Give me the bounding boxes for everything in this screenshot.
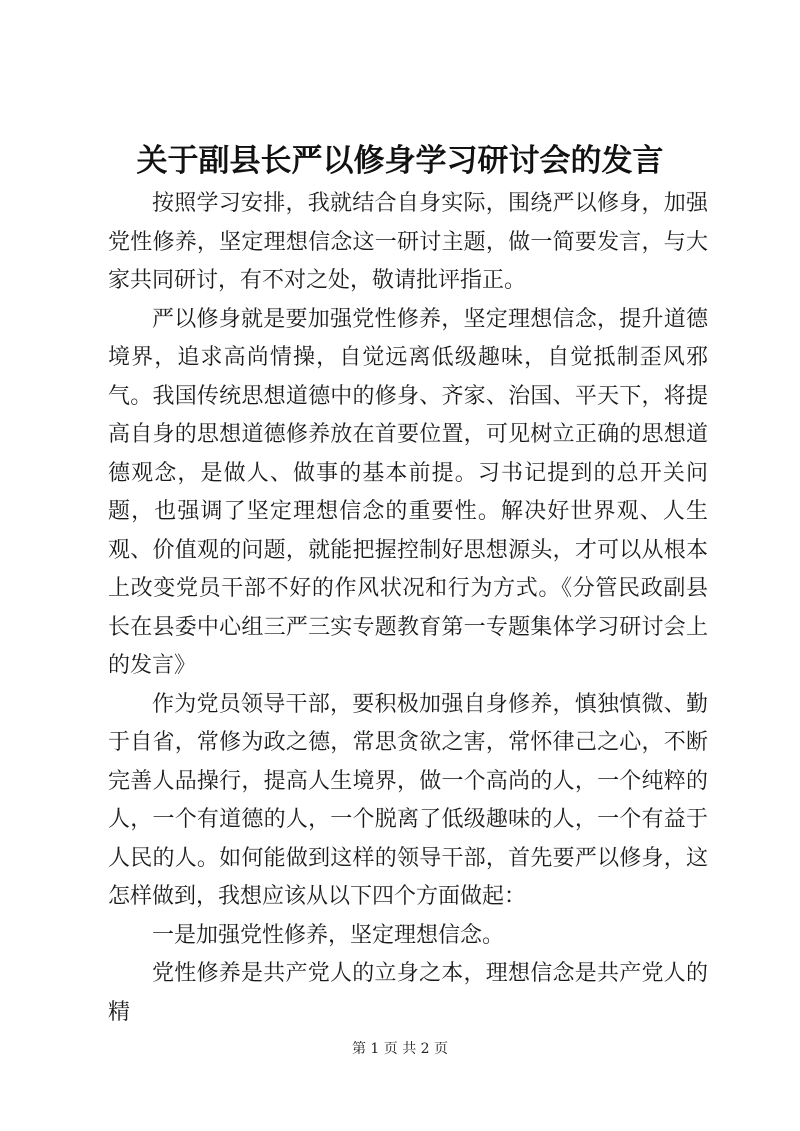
- paragraph-self-cultivation: 严以修身就是要加强党性修养，坚定理想信念，提升道德境界，追求高尚情操，自觉远离低级趣味，自觉抵制歪风邪气。我国传统思想道德中的修身、齐家、治国、平天下，将提高自身的思想道德修养放在首要位置，可见树立正确的思想道德观念，是做人、做事的基本前提。习书记提到的总开关问题，也强调了坚定理想信念的重要性。解决好世界观、人生观、价值观的问题，就能把握控制好思想源头，才可以从根本上改变党员干部不好的作风状况和行为方式。《分管民政副县长在县委中心组三严三实专题教育第一专题集体学习研讨会上的发言》: [108, 306, 708, 678]
- page-footer: 第 1 页 共 2 页: [351, 1041, 449, 1057]
- paragraph-leadership: 作为党员领导干部，要积极加强自身修养，慎独慎微、勤于自省，常修为政之德，常思贪欲之害，常怀律己之心，不断完善人品操行，提高人生境界，做一个高尚的人，一个纯粹的人，一个有道德的人，一个脱离了低级趣味的人，一个有益于人民的人。如何能做到这样的领导干部，首先要严以修身，这怎样做到，我想应该从以下四个方面做起：: [108, 691, 708, 909]
- paragraph-party-spirit: 党性修养是共产党人的立身之本，理想信念是共产党人的精: [108, 961, 708, 1025]
- document-title: 关于副县长严以修身学习研讨会的发言: [136, 143, 664, 179]
- document-body: [108, 185, 708, 1032]
- paragraph-intro: 按照学习安排，我就结合自身实际，围绕严以修身，加强党性修养，坚定理想信念这一研讨主题，做一简要发言，与大家共同研讨，有不对之处，敬请批评指正。: [108, 191, 708, 293]
- paragraph-point-one: 一是加强党性修养，坚定理想信念。: [152, 922, 505, 948]
